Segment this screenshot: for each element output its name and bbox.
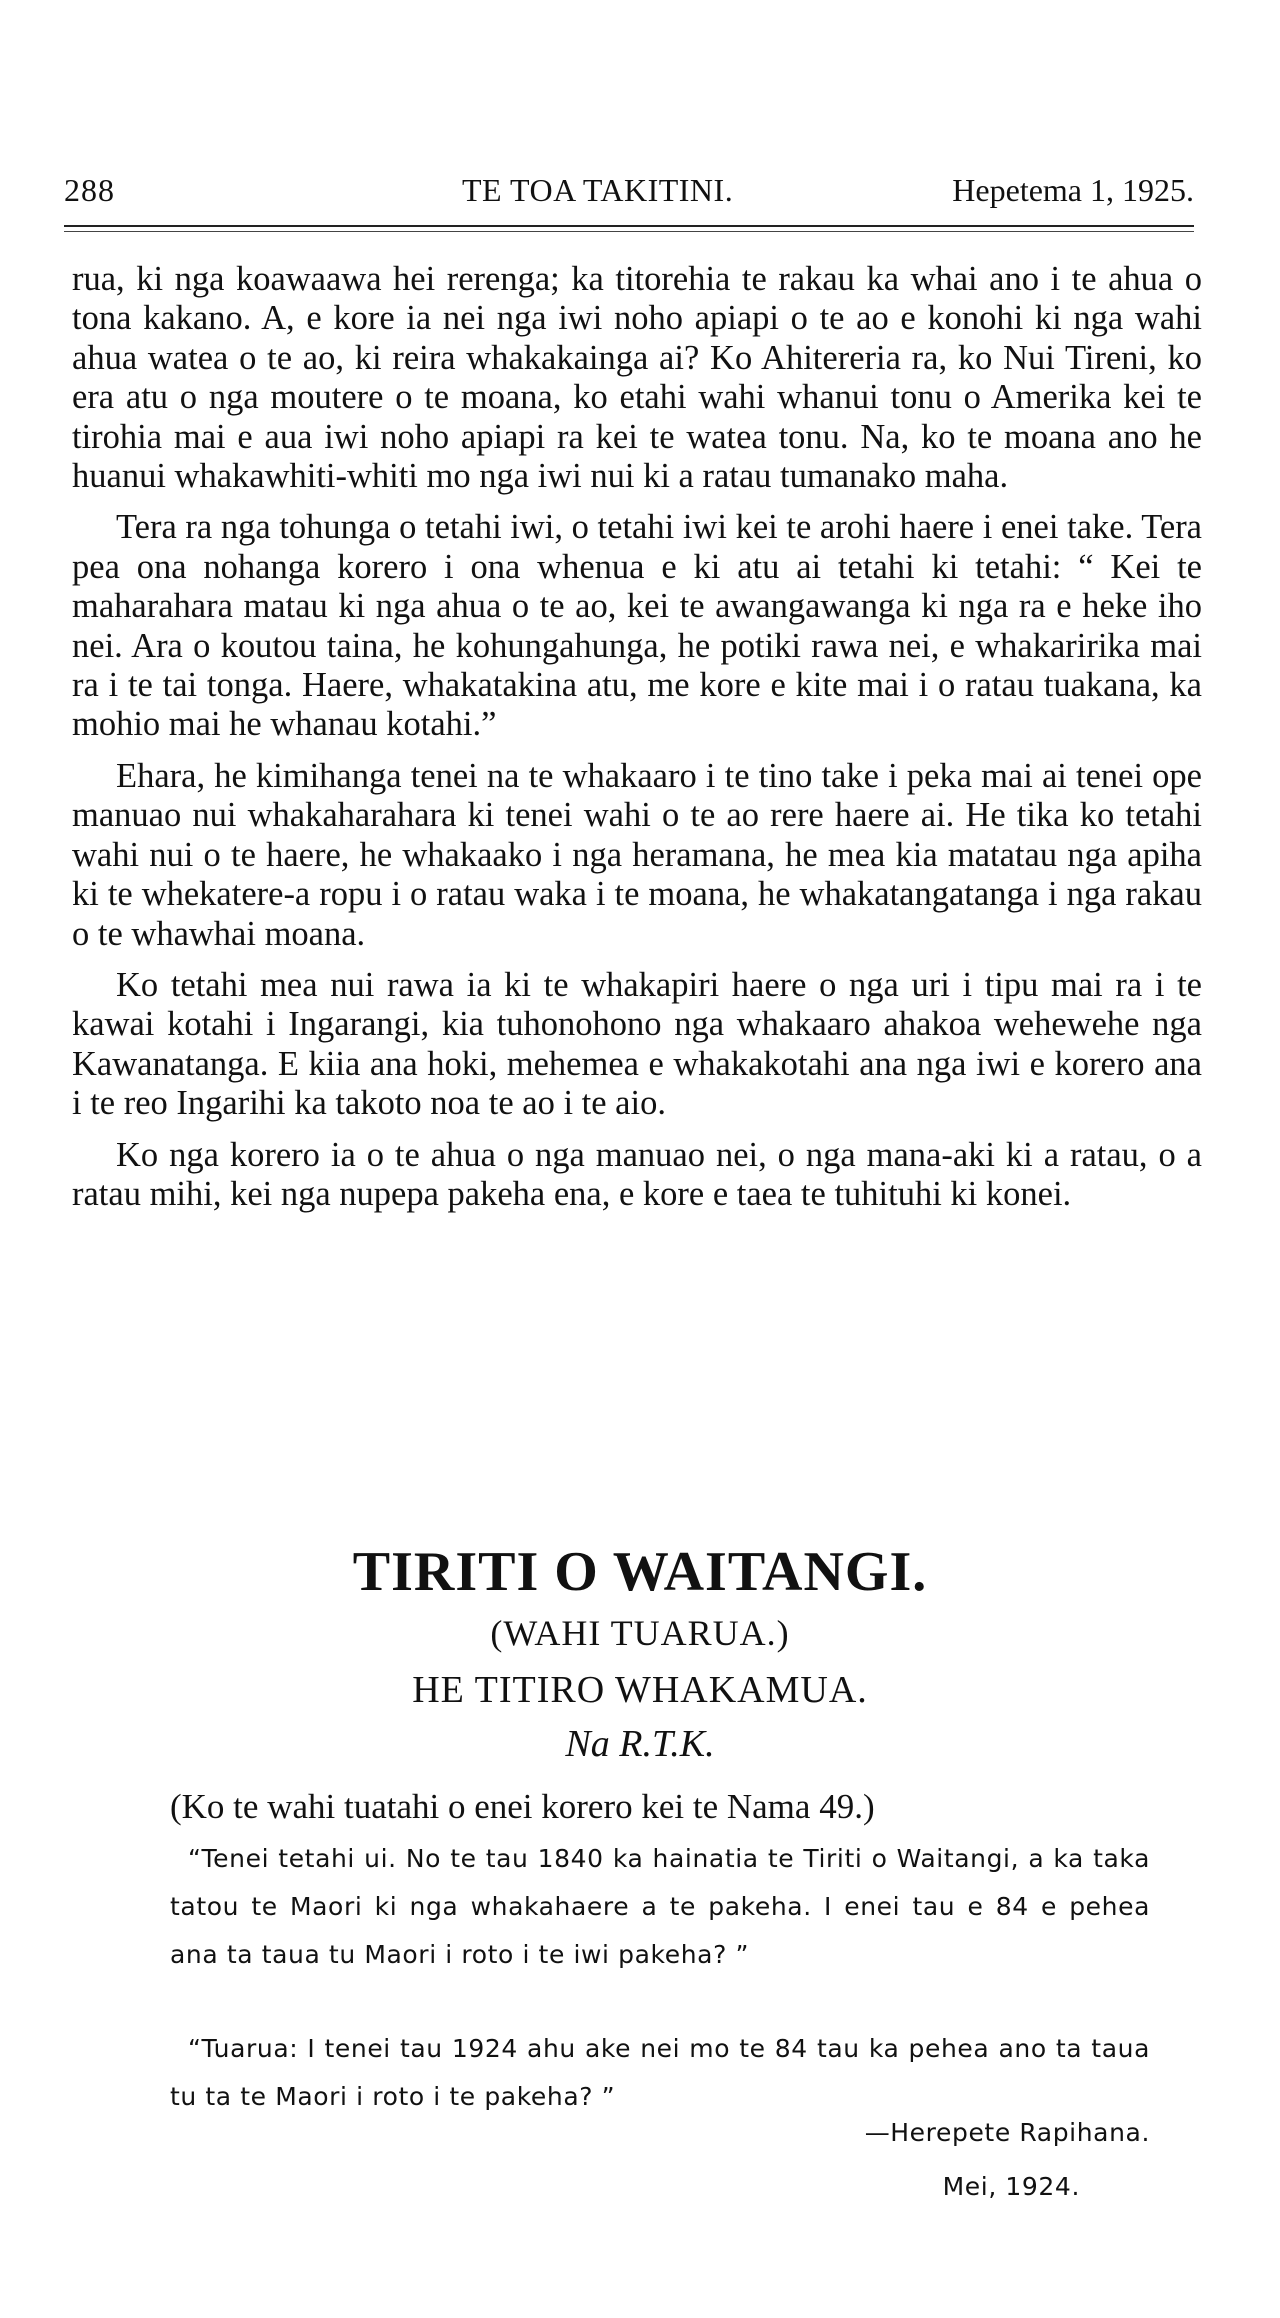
- publication-title: TE TOA TAKITINI.: [462, 172, 734, 208]
- paragraph: rua, ki nga koawaawa hei rerenga; ka titorehia te rakau ka whai ano i te ahua o tona kakano. A, e kore ia nei nga iwi noho apiapi o te ao e konohi ki nga wahi ahua watea o te ao, ki reira whakakainga ai? Ko Ahitereria ra, ko Nui Tireni, ko era atu o nga moutere o te moana, ko etahi wahi whanui tonu o Amerika kei te tirohia mai e aua iwi noho apiapi ra kei te watea tonu. Na, ko te moana ano he huanui whakawhiti-whiti mo nga iwi nui ki a ratau tumanako maha.: [72, 260, 1202, 496]
- paragraph: Ko tetahi mea nui rawa ia ki te whakapiri haere o nga uri i tipu mai ra i te kawai kotahi i Ingarangi, kia tuhonohono nga whakaaro ahakoa wehewehe nga Kawanatanga. E kiia ana hoki, mehemea e whakakotahi ana nga iwi e korero ana i te reo Ingarihi ka takoto noa te ao i te aio.: [72, 965, 1202, 1123]
- article-body: [72, 260, 1202, 1226]
- signature: —Herepete Rapihana.: [864, 2118, 1150, 2147]
- paragraph: Tera ra nga tohunga o tetahi iwi, o tetahi iwi kei te arohi haere i enei take. Tera pea ona nohanga korero i ona whenua e ki atu ai tetahi ki tetahi: “ Kei te maharahara matau ki nga ahua o te ao, kei te awangawanga ki nga ra e heke iho nei. Ara o koutou taina, he kohungahunga, he potiki rawa nei, e whakaririka mai ra i te tai tonga. Haere, whakatakina atu, me kore e kite mai i o ratau tuakana, ka mohio mai he whanau kotahi.”: [72, 508, 1202, 744]
- paragraph: Ko nga korero ia o te ahua o nga manuao nei, o nga mana-aki ki a ratau, o a ratau mihi, kei nga nupepa pakeha ena, e kore e taea te tuhituhi ki konei.: [72, 1135, 1202, 1213]
- section-title: TIRITI O WAITANGI.: [352, 1541, 928, 1603]
- running-header: [64, 172, 1194, 224]
- quote-paragraph: “Tuarua: I tenei tau 1924 ahu ake nei mo te 84 tau ka pehea ano ta taua tu ta te Maori i roto i te pakeha? ”: [170, 2034, 1150, 2111]
- section-heading: HE TITIRO WHAKAMUA.: [412, 1669, 868, 1711]
- issue-date: Hepetema 1, 1925.: [952, 172, 1194, 208]
- header-rule: [64, 225, 1194, 227]
- section-subtitle: (WAHI TUARUA.): [490, 1613, 790, 1653]
- intro-note: (Ko te wahi tuatahi o enei korero kei te Nama 49.): [170, 1787, 875, 1826]
- quote-block: [170, 2025, 1150, 2121]
- quote-paragraph: “Tenei tetahi ui. No te tau 1840 ka hainatia te Tiriti o Waitangi, a ka taka tatou te Maori ki nga whakahaere a te pakeha. I enei tau e 84 e pehea ana ta taua tu Maori i roto i te iwi pakeha? ”: [170, 1844, 1150, 1969]
- page-number: 288: [64, 172, 115, 208]
- paragraph: Ehara, he kimihanga tenei na te whakaaro i te tino take i peka mai ai tenei ope manuao nui whakaharahara ki tenei wahi o te ao rere haere ai. He tika ko tetahi wahi nui o te haere, he whakaako i nga heramana, he mea kia matatau nga apiha ki te whekatere-a ropu i o ratau waka i te moana, he whakatangatanga i nga rakau o te whawhai moana.: [72, 756, 1202, 953]
- quote-block: [170, 1835, 1150, 1979]
- header-rule-thin: [64, 231, 1194, 232]
- signature-date: Mei, 1924.: [942, 2172, 1080, 2201]
- byline: Na R.T.K.: [565, 1723, 715, 1765]
